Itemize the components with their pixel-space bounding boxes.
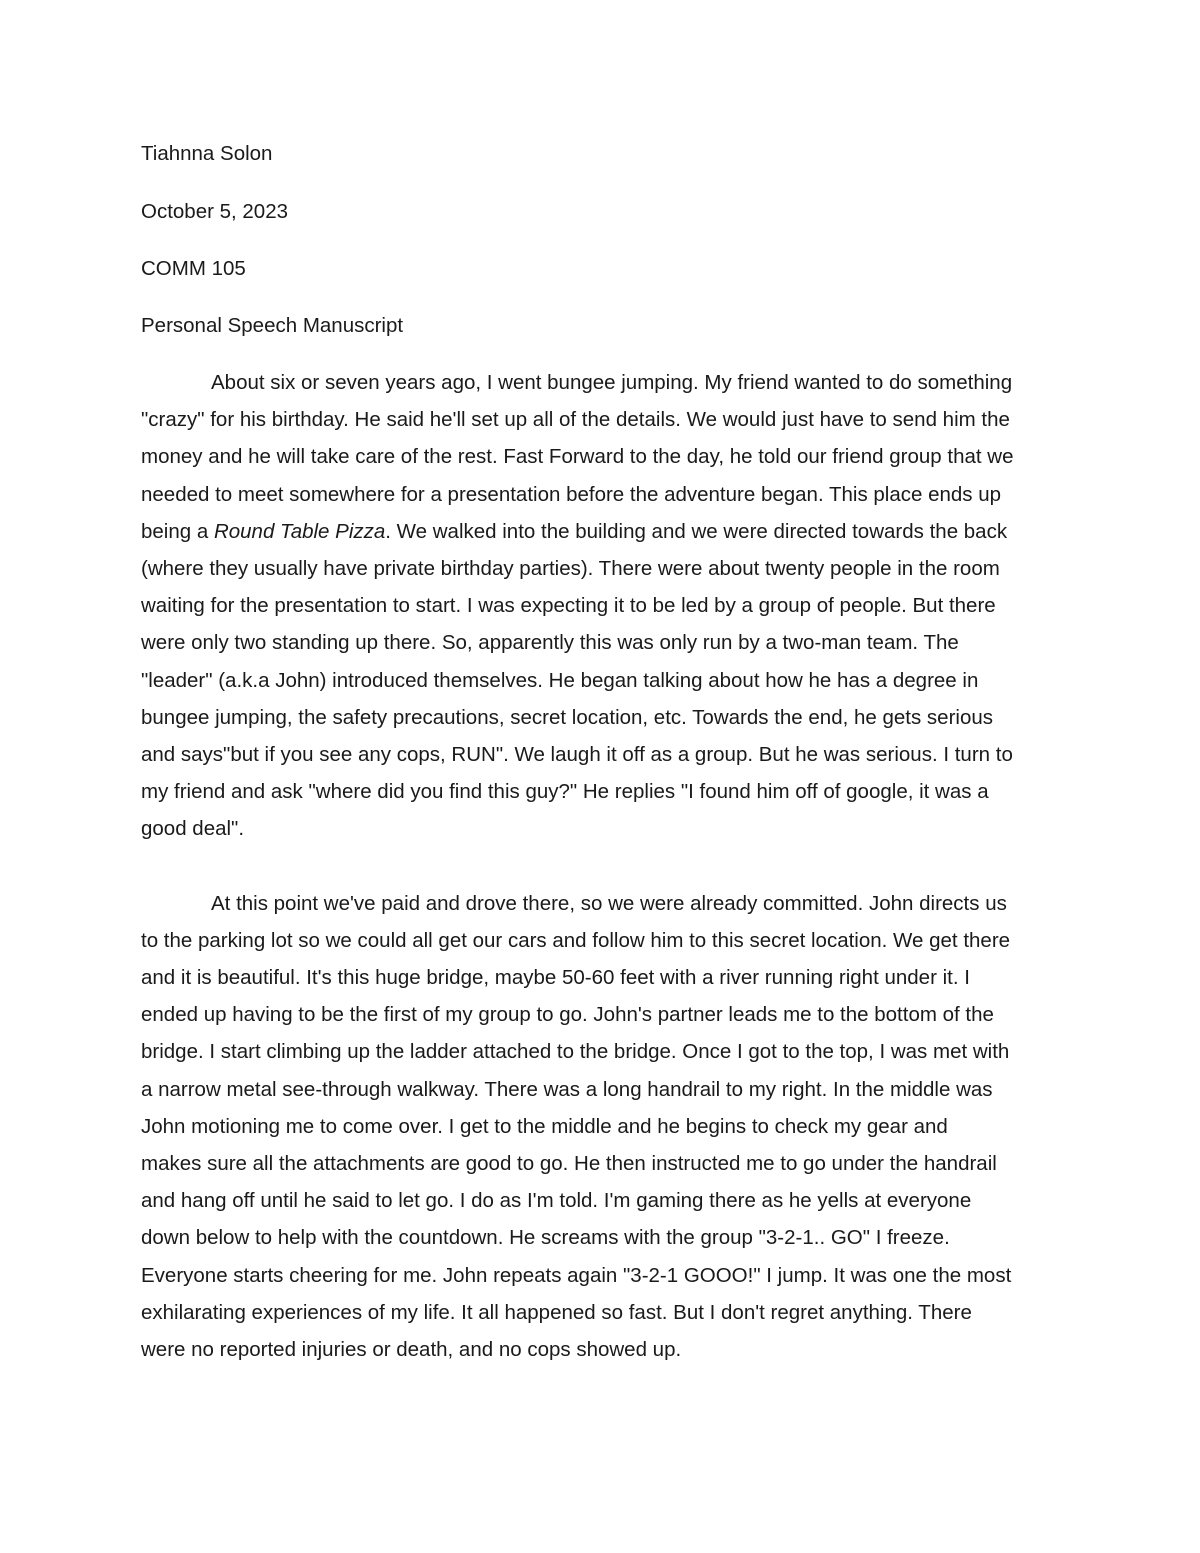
text-line: At this point we've paid and drove there, so we were already committed. John directs us [211, 891, 1007, 915]
text-line: Everyone starts cheering for me. John repeats again "3-2-1 GOOO!" I jump. It was one the most [141, 1263, 1012, 1287]
document-body [141, 364, 1071, 1368]
text-line: John motioning me to come over. I get to the middle and he begins to check my gear and [141, 1114, 948, 1138]
text-line [141, 513, 1071, 550]
text-line: to the parking lot so we could all get our cars and follow him to this secret location. We get there [141, 928, 1011, 952]
document-date: October 5, 2023 [141, 200, 289, 223]
text-run: being a [141, 519, 214, 543]
text-line: good deal". [141, 817, 245, 841]
text-line: were no reported injuries or death, and no cops showed up. [141, 1337, 682, 1361]
text-line: and hang off until he said to let go. I do as I'm told. I'm gaming there as he yells at everyone [141, 1189, 972, 1213]
text-line: down below to help with the countdown. He screams with the group "3-2-1.. GO" I freeze. [141, 1226, 950, 1250]
text-line: bungee jumping, the safety precautions, secret location, etc. Towards the end, he gets serious [141, 705, 994, 729]
text-line: bridge. I start climbing up the ladder attached to the bridge. Once I got to the top, I was met with [141, 1040, 1010, 1064]
text-line: were only two standing up there. So, apparently this was only run by a two-man team. The [141, 631, 959, 655]
text-line: (where they usually have private birthday parties). There were about twenty people in the room [141, 556, 1000, 580]
text-line: About six or seven years ago, I went bungee jumping. My friend wanted to do something [211, 371, 1013, 394]
italic-restaurant-name: Round Table Pizza [213, 519, 386, 543]
course-code: COMM 105 [141, 257, 246, 280]
text-line: needed to meet somewhere for a presentation before the adventure began. This place ends up [141, 482, 1002, 506]
text-line: my friend and ask "where did you find this guy?" He replies "I found him off of google, it was a [141, 780, 989, 804]
paragraph-1 [141, 364, 1071, 847]
text-line: "leader" (a.k.a John) introduced themselves. He began talking about how he has a degree in [141, 668, 979, 692]
text-line: exhilarating experiences of my life. It all happened so fast. But I don't regret anything. There [141, 1300, 972, 1324]
paragraph-spacer [141, 847, 1071, 884]
text-line: ended up having to be the first of my group to go. John's partner leads me to the bottom of the [141, 1003, 994, 1027]
text-line: a narrow metal see-through walkway. There was a long handrail to my right. In the middle was [141, 1077, 993, 1101]
paragraph-2 [141, 885, 1071, 1368]
text-line: money and he will take care of the rest. Fast Forward to the day, he told our friend group that we [141, 445, 1014, 469]
text-line: "crazy" for his birthday. He said he'll set up all of the details. We would just have to send him the [141, 408, 1010, 432]
document-title: Personal Speech Manuscript [141, 314, 404, 337]
text-line: and says"but if you see any cops, RUN". We laugh it off as a group. But he was serious. I turn to [141, 742, 1013, 766]
text-run: . We walked into the building and we were directed towards the back [385, 519, 1008, 543]
author-name: Tiahnna Solon [141, 142, 273, 165]
text-line: makes sure all the attachments are good to go. He then instructed me to go under the handrail [141, 1151, 997, 1175]
text-line: waiting for the presentation to start. I was expecting it to be led by a group of people. But there [141, 594, 996, 618]
text-line: and it is beautiful. It's this huge bridge, maybe 50-60 feet with a river running right under it. I [141, 966, 970, 989]
